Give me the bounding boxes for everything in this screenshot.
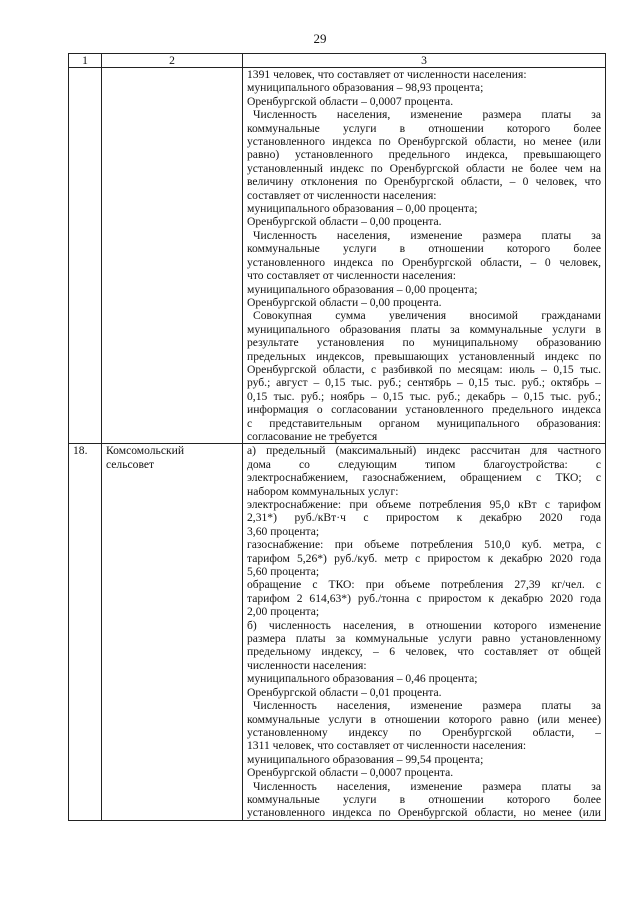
header-col-1: 1	[69, 54, 102, 68]
text-line: муниципального образования – 0,00 процента;	[247, 282, 478, 296]
text-line: предельному индексу, – 6 человек, что составляет от общей	[247, 645, 601, 659]
text-line: набором коммунальных услуг:	[247, 484, 399, 498]
text-line: муниципального образования – 0,46 процента;	[247, 672, 478, 686]
text-line: установленный индекс по Оренбургской области не более чем на	[247, 161, 601, 175]
row-18-number: 18.	[69, 444, 102, 820]
text-line: 0,15 тыс. руб.; ноябрь – 0,15 тыс. руб.; декабрь – 0,15 тыс. руб.;	[247, 389, 601, 403]
text-line: численности населения:	[247, 658, 367, 672]
text-line: Совокупная сумма увеличения вносимой гражданами	[253, 309, 601, 323]
text-line: составляет от численности населения:	[247, 188, 437, 202]
text-line: электроснабжением, газоснабжением, обращением с ТКО; с	[247, 471, 601, 485]
text-line: коммунальные услуги в отношении которого более	[247, 792, 601, 806]
header-col-2: 2	[102, 54, 243, 68]
text-line: коммунальные услуги в отношении которого более	[247, 121, 601, 135]
header-col-3: 3	[243, 54, 606, 68]
text-line: 1391 человек, что составляет от численности населения:	[247, 68, 527, 81]
index-table	[68, 53, 606, 821]
text-line: Оренбургской области – 0,00 процента.	[247, 295, 442, 309]
page-number: 29	[313, 31, 327, 46]
text-line: тарифом 5,26*) руб./куб. метр с приростом к декабрю 2020 года	[247, 551, 601, 565]
text-line: 2,31*) руб./кВт·ч с приростом к декабрю 2020 года	[247, 511, 601, 525]
table-row-18	[69, 444, 606, 820]
text-line: Оренбургской области, с разбивкой по месяцам: июль – 0,15 тыс.	[247, 362, 601, 376]
text-line: 5,60 процента;	[247, 565, 320, 579]
text-line: предельных индексов, превышающих установленный индекс по	[247, 349, 601, 363]
text-line: результате установления по муниципальному образованию	[247, 336, 601, 350]
text-line: с представительным органом муниципального образования:	[247, 416, 601, 430]
row-prev-name-cell	[102, 68, 243, 444]
text-line: газоснабжение: при объеме потребления 510,0 куб. метра, с	[247, 538, 601, 552]
row-18-name-line: Комсомольский	[106, 444, 185, 458]
text-line: муниципального образования платы за коммунальные услуги в	[247, 322, 601, 336]
table-header-row	[69, 54, 606, 68]
text-line: 3,60 процента;	[247, 524, 320, 538]
text-line: Оренбургской области – 0,00 процента.	[247, 215, 442, 229]
table-row-continued	[69, 68, 606, 444]
text-line: равно) установленного предельного индекса, превышающего	[247, 148, 601, 162]
text-line: что составляет от численности населения:	[247, 269, 456, 283]
text-line: 2,00 процента;	[247, 605, 320, 619]
text-line: установленному индексу по Оренбургской области, –	[247, 725, 601, 739]
text-line: руб.; август – 0,15 тыс. руб.; сентябрь – 0,15 тыс. руб.; октябрь –	[247, 376, 601, 390]
text-line: обращение с ТКО: при объеме потребления 27,39 кг/чел. с	[247, 578, 601, 592]
row-18-name-cell	[102, 444, 243, 820]
text-line: Оренбургской области – 0,0007 процента.	[247, 766, 454, 780]
text-line: Численность населения, изменение размера платы за	[253, 699, 601, 713]
text-line: 1311 человек, что составляет от численности населения:	[247, 739, 527, 753]
text-line: Численность населения, изменение размера платы за	[253, 779, 601, 793]
text-line: информация о согласовании установленного предельного индекса	[247, 403, 601, 417]
text-line: муниципального образования – 0,00 процента;	[247, 202, 478, 216]
text-line: тарифом 2 614,63*) руб./тонна с приростом к декабрю 2020 года	[247, 591, 601, 605]
row-prev-text-cell	[243, 68, 606, 444]
text-line: согласование не требуется	[247, 429, 378, 443]
text-line: муниципального образования – 99,54 процента;	[247, 752, 484, 766]
text-line: коммунальные услуги в отношении которого более	[247, 242, 601, 256]
row-prev-number-cell	[69, 68, 102, 444]
text-line: электроснабжение: при объеме потребления 95,0 кВт с тарифом	[247, 498, 601, 511]
text-line: б) численность населения, в отношении которого изменение	[247, 618, 601, 632]
row-18-name-line: сельсовет	[106, 457, 155, 471]
row-18-text-cell	[243, 444, 606, 820]
text-line: Оренбургской области – 0,01 процента.	[247, 685, 442, 699]
text-line: Оренбургской области – 0,0007 процента.	[247, 94, 454, 108]
text-line: величину отклонения по Оренбургской области, – 0 человек, что	[247, 175, 601, 189]
text-line: коммунальные услуги в отношении которого равно (или менее)	[247, 712, 601, 726]
text-line: Численность населения, изменение размера платы за	[253, 228, 601, 242]
text-line: а) предельный (максимальный) индекс рассчитан для частного	[247, 444, 601, 458]
text-line: размера платы за коммунальные услуги равно установленному	[247, 632, 601, 646]
text-line: установленного индекса по Оренбургской области, – 0 человек,	[247, 255, 601, 269]
text-line: установленного индекса по Оренбургской области, но менее (или	[247, 135, 601, 149]
text-line: дома со следующим типом благоустройства: с	[247, 457, 601, 471]
text-line: Численность населения, изменение размера платы за	[253, 108, 601, 122]
text-line: установленного индекса по Оренбургской области, но менее (или	[247, 806, 601, 820]
text-line: муниципального образования – 98,93 процента;	[247, 81, 484, 95]
